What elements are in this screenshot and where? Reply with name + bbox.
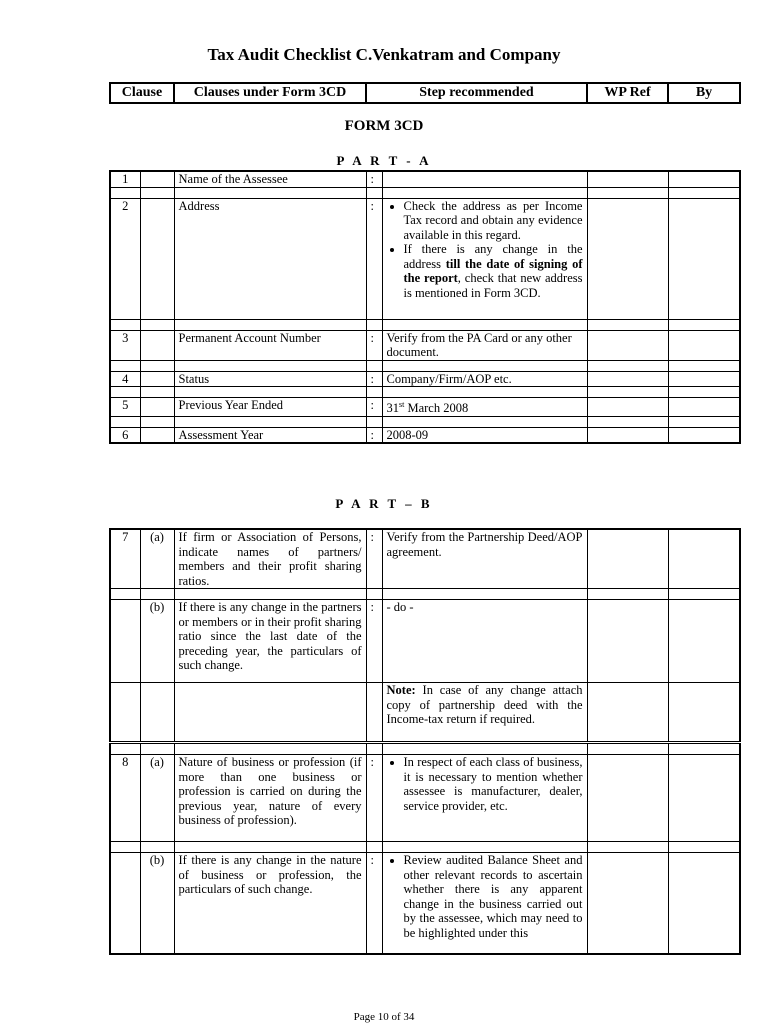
clause-label: Previous Year Ended xyxy=(174,398,366,417)
colon: : xyxy=(366,398,382,417)
clause-number: 1 xyxy=(110,171,140,187)
clause-label: Name of the Assessee xyxy=(174,171,366,187)
clause-number: 8 xyxy=(110,755,140,842)
table-row xyxy=(110,683,740,743)
page-number: Page 10 of 34 xyxy=(353,1011,415,1023)
note: Note: In case of any change attach copy of partnership deed with the Income-tax return if required. xyxy=(382,683,587,743)
step-recommended: Company/Firm/AOP etc. xyxy=(382,371,587,387)
col-wp-ref: WP Ref xyxy=(587,83,668,103)
clause-number: 7 xyxy=(110,529,140,589)
colon: : xyxy=(366,529,382,589)
bullet-item: • If there is any change in the address till the date of signing of the report, check that new address is mentioned in Form 3CD. xyxy=(404,242,583,300)
step-recommended xyxy=(382,198,587,319)
part-a-table xyxy=(109,170,741,444)
colon: : xyxy=(366,171,382,187)
bullet-item: • Check the address as per Income Tax record and obtain any evidence available in this regard. xyxy=(404,199,583,243)
col-clause: Clause xyxy=(110,83,174,103)
table-row xyxy=(110,398,740,417)
col-step-recommended: Step recommended xyxy=(366,83,587,103)
colon: : xyxy=(366,198,382,319)
part-a-title: P A R T - A xyxy=(336,153,432,168)
colon: : xyxy=(366,853,382,955)
clause-label: Status xyxy=(174,371,366,387)
step-recommended: Verify from the Partnership Deed/AOP agreement. xyxy=(382,529,587,589)
table-row xyxy=(110,529,740,589)
bullet-item: • In respect of each class of business, it is necessary to mention whether assessee is manufacturer, dealer, service provider, etc. xyxy=(404,755,583,813)
table-row xyxy=(110,198,740,319)
colon: : xyxy=(366,427,382,443)
part-b-table xyxy=(109,528,741,955)
step-recommended: - do - xyxy=(382,600,587,683)
sub-clause: (b) xyxy=(140,600,174,683)
clause-number: 3 xyxy=(110,330,140,360)
step-recommended xyxy=(382,853,587,955)
colon: : xyxy=(366,600,382,683)
clause-label: Address xyxy=(174,198,366,319)
col-by: By xyxy=(668,83,740,103)
clause-label: If there is any change in the partners or members or in their profit sharing ratio since the last date of the preceding year, the particulars of such change. xyxy=(174,600,366,683)
step-recommended: 31st March 2008 xyxy=(382,398,587,417)
table-row xyxy=(110,853,740,955)
clause-number: 2 xyxy=(110,198,140,319)
table-row xyxy=(110,371,740,387)
clause-label: Nature of business or profession (if more than one business or profession is carried on during the previous year, nature of every business of profession). xyxy=(174,755,366,842)
sub-clause: (b) xyxy=(140,853,174,955)
col-clauses-under-form: Clauses under Form 3CD xyxy=(174,83,366,103)
clause-number: 5 xyxy=(110,398,140,417)
clause-label: Permanent Account Number xyxy=(174,330,366,360)
sub-clause: (a) xyxy=(140,755,174,842)
part-b-title: P A R T – B xyxy=(335,496,433,511)
table-row xyxy=(110,600,740,683)
table-row xyxy=(110,171,740,187)
table-row xyxy=(110,755,740,842)
clause-label: Assessment Year xyxy=(174,427,366,443)
colon: : xyxy=(366,371,382,387)
sub-clause: (a) xyxy=(140,529,174,589)
clause-label: If firm or Association of Persons, indicate names of partners/ members and their profit sharing ratios. xyxy=(174,529,366,589)
bullet-item: • Review audited Balance Sheet and other relevant records to ascertain whether there is any apparent change in the business carried out by the assessee, which may need to be highlighted under this xyxy=(404,853,583,940)
table-row xyxy=(110,330,740,360)
step-recommended: Verify from the PA Card or any other document. xyxy=(382,330,587,360)
document-title: Tax Audit Checklist C.Venkatram and Company xyxy=(207,45,561,64)
clause-number: 6 xyxy=(110,427,140,443)
form-title: FORM 3CD xyxy=(344,118,424,134)
clause-number: 4 xyxy=(110,371,140,387)
step-recommended xyxy=(382,755,587,842)
step-recommended: 2008-09 xyxy=(382,427,587,443)
colon: : xyxy=(366,330,382,360)
table-row xyxy=(110,427,740,443)
clause-label: If there is any change in the nature of business or profession, the particulars of such change. xyxy=(174,853,366,955)
column-header-table xyxy=(109,82,741,104)
colon: : xyxy=(366,755,382,842)
